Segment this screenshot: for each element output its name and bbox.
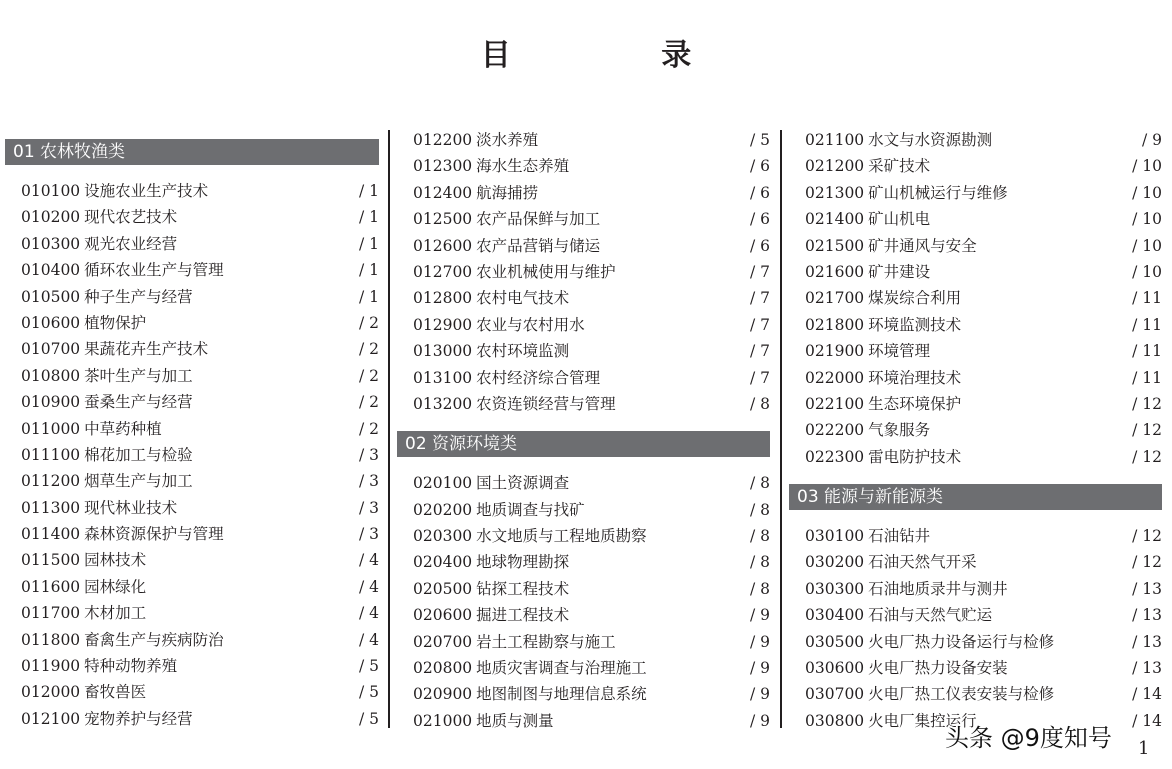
entry-page: / 2: [358, 366, 379, 385]
toc-entry[interactable]: [789, 523, 1162, 549]
toc-entry[interactable]: [5, 389, 379, 415]
entry-page: / 6: [749, 183, 770, 202]
section-header: 02 资源环境类: [397, 431, 770, 457]
entry-name: 石油地质录井与测井: [868, 579, 1008, 598]
entry-page: / 1: [358, 287, 379, 306]
toc-entry[interactable]: [5, 231, 379, 257]
entry-name: 设施农业生产技术: [84, 182, 209, 200]
toc-entry[interactable]: [5, 178, 379, 204]
toc-entry[interactable]: [5, 574, 379, 600]
toc-entry[interactable]: [397, 127, 770, 153]
entry-code: 012600: [413, 236, 473, 255]
entry-code: 022300: [805, 447, 865, 466]
entry-page: / 8: [749, 553, 770, 572]
toc-entry[interactable]: [789, 127, 1162, 153]
toc-entry[interactable]: [5, 442, 379, 468]
entry-page: / 7: [749, 262, 770, 281]
entry-name: 农村环境监测: [476, 342, 570, 361]
entry-name: 茶叶生产与加工: [84, 366, 193, 385]
entry-page: / 9: [749, 632, 770, 651]
entry-code: 010200: [21, 208, 81, 227]
entry-name: 岩土工程勘察与施工: [476, 632, 616, 651]
entry-name: 淡水养殖: [476, 131, 539, 149]
entry-code: 011800: [21, 630, 81, 649]
toc-entry[interactable]: [5, 310, 379, 336]
toc-entry[interactable]: [789, 655, 1162, 681]
toc-entry[interactable]: [789, 629, 1162, 655]
entry-name: 环境治理技术: [868, 368, 962, 387]
entry-page: / 4: [358, 551, 379, 570]
entry-page: / 12: [1132, 421, 1162, 440]
toc-entry[interactable]: [789, 153, 1162, 179]
entry-code: 020800: [413, 659, 473, 678]
toc-entry[interactable]: [5, 284, 379, 310]
entry-name: 水文与水资源勘测: [868, 131, 993, 149]
toc-entry[interactable]: [789, 417, 1162, 443]
entry-name: 煤炭综合利用: [868, 289, 962, 308]
entry-name: 畜禽生产与疾病防治: [84, 630, 224, 649]
entry-name: 森林资源保护与管理: [84, 525, 224, 544]
entry-code: 012000: [21, 683, 81, 702]
entry-code: 020700: [413, 632, 473, 651]
entry-name: 农业与农村用水: [476, 315, 585, 334]
entry-page: / 10: [1132, 157, 1162, 176]
toc-entry[interactable]: [789, 576, 1162, 602]
entry-code: 021500: [805, 236, 865, 255]
entry-page: / 14: [1132, 685, 1162, 704]
entry-name: 地球物理勘探: [476, 553, 570, 572]
entry-code: 021300: [805, 183, 865, 202]
entry-page: / 5: [358, 657, 379, 676]
entry-name: 园林绿化: [84, 577, 147, 596]
entry-code: 020100: [413, 474, 473, 493]
entry-page: / 7: [749, 289, 770, 308]
entry-name: 钻探工程技术: [476, 579, 570, 598]
entry-code: 030500: [805, 632, 865, 651]
entry-page: / 8: [749, 474, 770, 493]
entry-page: / 7: [749, 368, 770, 387]
entry-page: / 14: [1132, 711, 1162, 730]
entry-code: 013200: [413, 394, 473, 413]
entry-code: 011500: [21, 551, 81, 570]
entry-page: / 12: [1132, 447, 1162, 466]
entry-page: / 6: [749, 236, 770, 255]
entry-page: / 9: [749, 685, 770, 704]
entry-page: / 1: [358, 208, 379, 227]
entry-page: / 11: [1132, 289, 1162, 308]
entry-page: / 6: [749, 157, 770, 176]
toc-entry[interactable]: [397, 576, 770, 602]
toc-entry[interactable]: [789, 180, 1162, 206]
toc-column-1: [5, 139, 379, 732]
entry-name: 地质与测量: [476, 711, 554, 730]
entry-name: 气象服务: [868, 421, 931, 440]
entry-page: / 1: [358, 182, 379, 200]
entry-page: / 4: [358, 604, 379, 623]
entry-code: 010600: [21, 313, 81, 332]
toc-entry[interactable]: [789, 365, 1162, 391]
entry-name: 观光农业经营: [84, 234, 178, 253]
entry-code: 013100: [413, 368, 473, 387]
entry-page: / 7: [749, 342, 770, 361]
entry-code: 011300: [21, 498, 81, 517]
entry-page: / 10: [1132, 210, 1162, 229]
entry-name: 采矿技术: [868, 157, 931, 176]
entry-code: 030400: [805, 606, 865, 625]
entry-code: 021900: [805, 342, 865, 361]
entry-page: / 2: [358, 340, 379, 359]
toc-entry[interactable]: [5, 257, 379, 283]
entry-code: 012400: [413, 183, 473, 202]
entry-code: 010800: [21, 366, 81, 385]
entry-code: 011900: [21, 657, 81, 676]
entry-page: / 8: [749, 394, 770, 413]
entry-code: 020500: [413, 579, 473, 598]
entry-code: 020200: [413, 500, 473, 519]
entry-page: / 3: [358, 498, 379, 517]
toc-entry[interactable]: [5, 363, 379, 389]
entry-code: 022200: [805, 421, 865, 440]
entry-page: / 10: [1132, 183, 1162, 202]
entry-page: / 2: [358, 313, 379, 332]
entry-code: 021800: [805, 315, 865, 334]
entry-code: 022100: [805, 394, 865, 413]
entry-name: 矿井通风与安全: [868, 236, 977, 255]
entry-name: 宠物养护与经营: [84, 709, 193, 728]
entry-page: / 8: [749, 500, 770, 519]
entry-page: / 8: [749, 527, 770, 546]
entry-name: 蚕桑生产与经营: [84, 393, 193, 412]
entry-name: 现代农艺技术: [84, 208, 178, 227]
toc-entry[interactable]: [789, 206, 1162, 232]
toc-entry[interactable]: [5, 468, 379, 494]
page-number: 1: [1138, 738, 1150, 759]
entry-name: 特种动物养殖: [84, 657, 178, 676]
entry-page: / 6: [749, 210, 770, 229]
entry-name: 种子生产与经营: [84, 287, 193, 306]
watermark: 头条 @9度知号: [945, 724, 1112, 752]
entry-name: 烟草生产与加工: [84, 472, 193, 491]
entry-name: 石油钻井: [868, 527, 931, 546]
entry-page: / 9: [1141, 131, 1162, 149]
toc-entry[interactable]: [397, 602, 770, 628]
toc-entry[interactable]: [789, 338, 1162, 364]
section-header: 03 能源与新能源类: [789, 484, 1162, 510]
entry-name: 雷电防护技术: [868, 447, 962, 466]
entry-page: / 1: [358, 261, 379, 280]
toc-entry[interactable]: [789, 391, 1162, 417]
toc-entry[interactable]: [5, 600, 379, 626]
toc-column-2: [397, 127, 770, 734]
entry-name: 石油与天然气贮运: [868, 606, 993, 625]
entry-code: 030700: [805, 685, 865, 704]
entry-name: 火电厂集控运行: [868, 711, 977, 730]
entry-page: / 10: [1132, 262, 1162, 281]
entry-code: 021200: [805, 157, 865, 176]
entry-name: 矿井建设: [868, 262, 931, 281]
entry-page: / 13: [1132, 606, 1162, 625]
entry-name: 环境管理: [868, 342, 931, 361]
entry-code: 012500: [413, 210, 473, 229]
entry-page: / 8: [749, 579, 770, 598]
toc-entry[interactable]: [397, 180, 770, 206]
toc-entry[interactable]: [789, 602, 1162, 628]
entry-page: / 13: [1132, 659, 1162, 678]
entry-name: 现代林业技术: [84, 498, 178, 517]
entry-code: 013000: [413, 342, 473, 361]
entry-page: / 2: [358, 393, 379, 412]
entry-name: 火电厂热力设备安装: [868, 659, 1008, 678]
entry-name: 畜牧兽医: [84, 683, 147, 702]
entry-code: 021700: [805, 289, 865, 308]
entry-name: 地图制图与地理信息系统: [476, 685, 647, 704]
entry-name: 环境监测技术: [868, 315, 962, 334]
entry-code: 012100: [21, 709, 81, 728]
entry-page: / 11: [1132, 315, 1162, 334]
entry-code: 012800: [413, 289, 473, 308]
toc-entry[interactable]: [5, 416, 379, 442]
entry-code: 021600: [805, 262, 865, 281]
entry-code: 011000: [21, 419, 81, 438]
toc-entry[interactable]: [5, 336, 379, 362]
toc-entry[interactable]: [397, 391, 770, 417]
entry-name: 农村经济综合管理: [476, 368, 601, 387]
entry-code: 010500: [21, 287, 81, 306]
entry-code: 020600: [413, 606, 473, 625]
toc-entry[interactable]: [5, 706, 379, 732]
toc-entry[interactable]: [5, 547, 379, 573]
entry-code: 030600: [805, 659, 865, 678]
entry-name: 火电厂热力设备运行与检修: [868, 632, 1055, 651]
section-header: 01 农林牧渔类: [5, 139, 379, 165]
toc-entry[interactable]: [397, 470, 770, 496]
entry-page: / 2: [358, 419, 379, 438]
entry-page: / 13: [1132, 579, 1162, 598]
entry-code: 030800: [805, 711, 865, 730]
toc-entry[interactable]: [789, 233, 1162, 259]
entry-code: 011700: [21, 604, 81, 623]
entry-name: 棉花加工与检验: [84, 445, 193, 464]
toc-entry[interactable]: [789, 259, 1162, 285]
entry-page: / 12: [1132, 527, 1162, 546]
entry-page: / 9: [749, 659, 770, 678]
entry-name: 国土资源调查: [476, 474, 570, 493]
entry-page: / 3: [358, 472, 379, 491]
entry-page: / 9: [749, 711, 770, 730]
entry-page: / 3: [358, 445, 379, 464]
entry-page: / 11: [1132, 342, 1162, 361]
entry-code: 010900: [21, 393, 81, 412]
entry-code: 020900: [413, 685, 473, 704]
entry-name: 航海捕捞: [476, 183, 539, 202]
entry-page: / 3: [358, 525, 379, 544]
toc-entry[interactable]: [397, 312, 770, 338]
toc-column-3: [789, 127, 1162, 734]
entry-page: / 5: [749, 131, 770, 149]
toc-entry[interactable]: [397, 549, 770, 575]
entry-code: 021400: [805, 210, 865, 229]
entry-name: 木材加工: [84, 604, 147, 623]
entry-name: 植物保护: [84, 313, 147, 332]
toc-entry[interactable]: [397, 681, 770, 707]
toc-entry[interactable]: [789, 444, 1162, 470]
toc-entry[interactable]: [397, 629, 770, 655]
entry-name: 农资连锁经营与管理: [476, 394, 616, 413]
toc-entry[interactable]: [397, 153, 770, 179]
entry-name: 园林技术: [84, 551, 147, 570]
entry-name: 循环农业生产与管理: [84, 261, 224, 280]
toc-entry[interactable]: [397, 523, 770, 549]
entry-page: / 12: [1132, 394, 1162, 413]
entry-code: 022000: [805, 368, 865, 387]
toc-entry[interactable]: [397, 285, 770, 311]
entry-name: 农产品营销与储运: [476, 236, 601, 255]
entry-page: / 11: [1132, 368, 1162, 387]
entry-code: 010300: [21, 234, 81, 253]
entry-page: / 13: [1132, 632, 1162, 651]
entry-page: / 4: [358, 577, 379, 596]
toc-entry[interactable]: [397, 338, 770, 364]
entry-page: / 10: [1132, 236, 1162, 255]
entry-page: / 4: [358, 630, 379, 649]
toc-entry[interactable]: [789, 549, 1162, 575]
entry-name: 海水生态养殖: [476, 157, 570, 176]
entry-page: / 1: [358, 234, 379, 253]
entry-name: 矿山机电: [868, 210, 931, 229]
toc-entry[interactable]: [397, 206, 770, 232]
toc-entry[interactable]: [5, 627, 379, 653]
toc-entry[interactable]: [5, 204, 379, 230]
entry-code: 012200: [413, 131, 473, 149]
toc-entry[interactable]: [397, 365, 770, 391]
toc-entry[interactable]: [397, 259, 770, 285]
entry-page: / 9: [749, 606, 770, 625]
entry-name: 地质调查与找矿: [476, 500, 585, 519]
entry-name: 农产品保鲜与加工: [476, 210, 601, 229]
entry-name: 水文地质与工程地质勘察: [476, 527, 647, 546]
entry-code: 012900: [413, 315, 473, 334]
entry-name: 石油天然气开采: [868, 553, 977, 572]
entry-page: / 5: [358, 683, 379, 702]
entry-code: 030200: [805, 553, 865, 572]
entry-code: 011600: [21, 577, 81, 596]
entry-code: 020300: [413, 527, 473, 546]
entry-page: / 7: [749, 315, 770, 334]
toc-entry[interactable]: [397, 708, 770, 734]
entry-page: / 12: [1132, 553, 1162, 572]
toc-entry[interactable]: [5, 521, 379, 547]
column-divider: [388, 130, 390, 728]
entry-code: 012700: [413, 262, 473, 281]
entry-code: 021000: [413, 711, 473, 730]
entry-name: 生态环境保护: [868, 394, 962, 413]
toc-entry[interactable]: [397, 497, 770, 523]
entry-name: 中草药种植: [84, 419, 162, 438]
toc-entry[interactable]: [5, 495, 379, 521]
toc-entry[interactable]: [397, 655, 770, 681]
entry-code: 011400: [21, 525, 81, 544]
toc-entry[interactable]: [5, 679, 379, 705]
entry-name: 果蔬花卉生产技术: [84, 340, 209, 359]
toc-entry[interactable]: [789, 681, 1162, 707]
entry-code: 030100: [805, 527, 865, 546]
page-title: 目 录: [480, 38, 762, 73]
entry-code: 020400: [413, 553, 473, 572]
entry-code: 010700: [21, 340, 81, 359]
entry-code: 010400: [21, 261, 81, 280]
toc-entry[interactable]: [5, 653, 379, 679]
entry-name: 农村电气技术: [476, 289, 570, 308]
toc-entry[interactable]: [789, 312, 1162, 338]
entry-name: 农业机械使用与维护: [476, 262, 616, 281]
entry-code: 021100: [805, 131, 865, 149]
entry-page: / 5: [358, 709, 379, 728]
entry-name: 矿山机械运行与维修: [868, 183, 1008, 202]
entry-code: 011200: [21, 472, 81, 491]
entry-code: 012300: [413, 157, 473, 176]
entry-code: 030300: [805, 579, 865, 598]
entry-name: 地质灾害调查与治理施工: [476, 659, 647, 678]
column-divider: [780, 130, 782, 728]
toc-entry[interactable]: [789, 285, 1162, 311]
entry-name: 掘进工程技术: [476, 606, 570, 625]
toc-entry[interactable]: [397, 233, 770, 259]
entry-code: 010100: [21, 182, 81, 200]
entry-code: 011100: [21, 445, 81, 464]
entry-name: 火电厂热工仪表安装与检修: [868, 685, 1055, 704]
